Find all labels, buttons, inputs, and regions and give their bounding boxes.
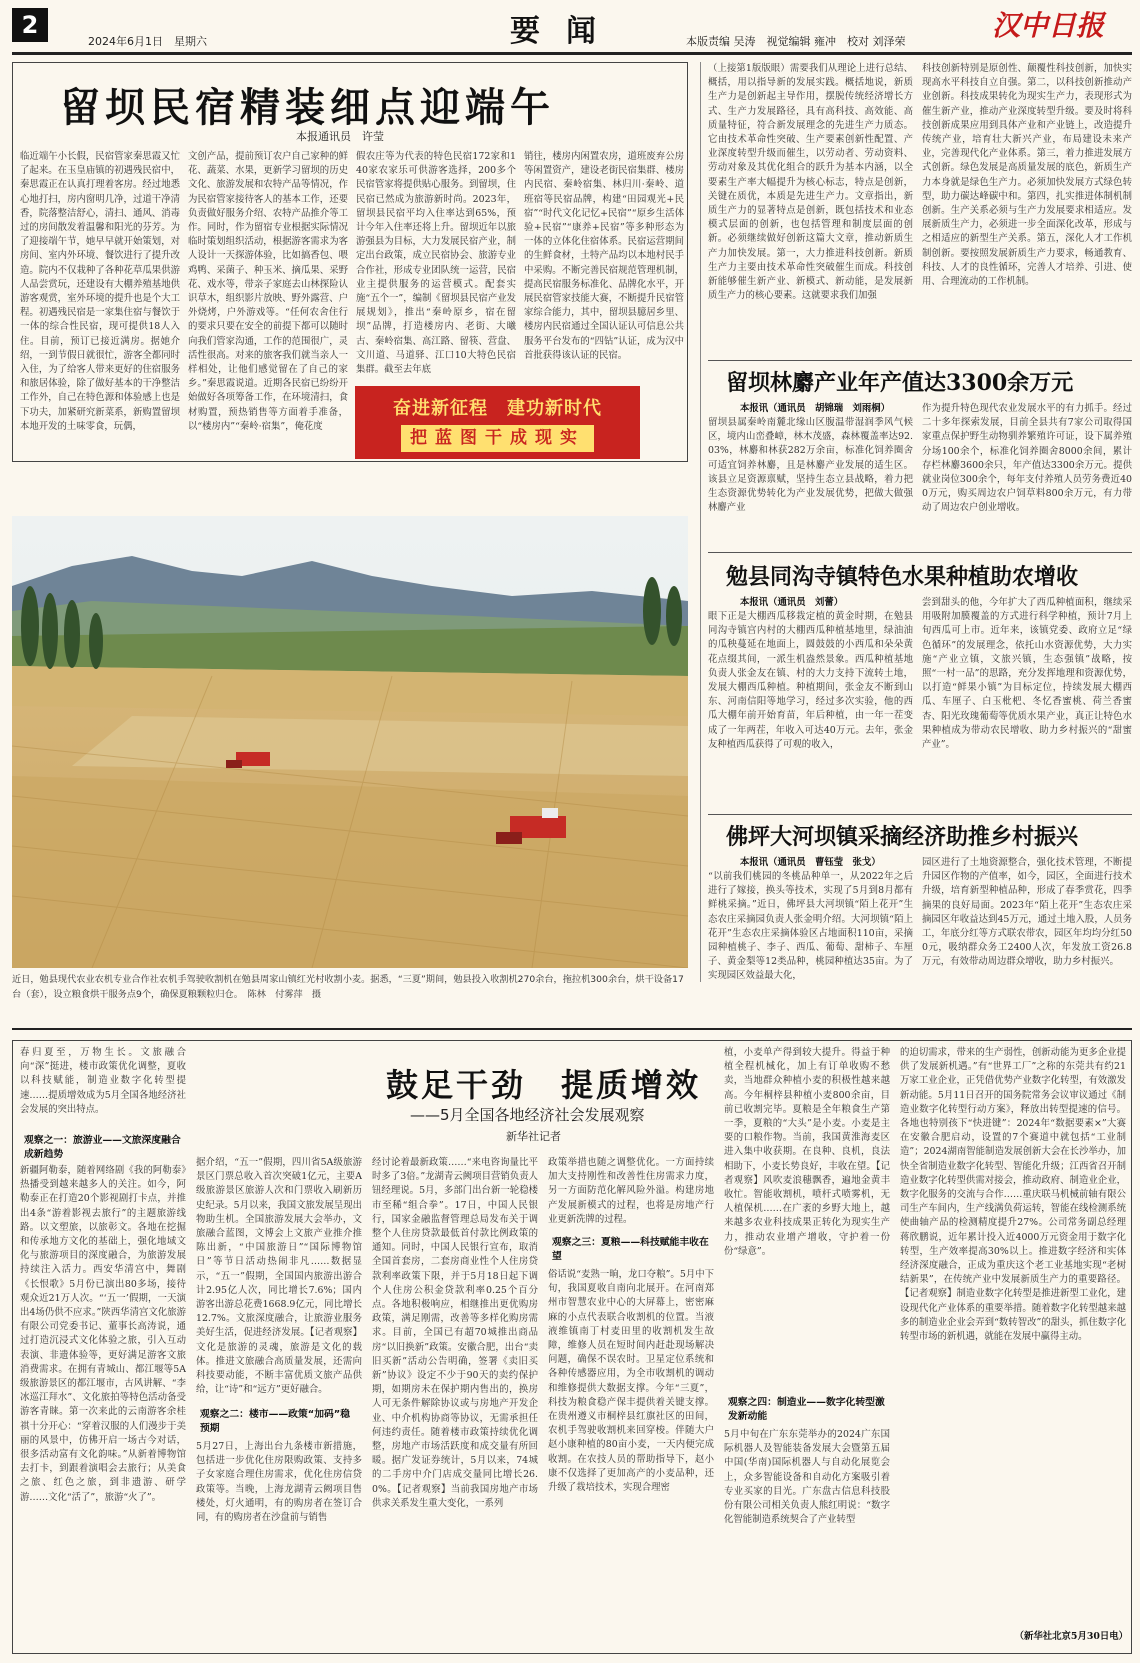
economy-subheadline: ——5月全国各地经济社会发展观察	[410, 1106, 645, 1124]
picking-col-2: 园区进行了土地资源整合，强化技术管理，不断提升园区作物的产值率，如今，园区，全面进行技术升级，培育新型种植品种，形成了春季赏花，四季摘果的良好局面。2023年“陌上花开”生态农庄采摘园区年收益达到45万元，通过土地入股，人员务工，年底分红等方式联农带农，园区年均均分红500元，吸纳群众务工2400人次，年发放工资26.8万元，有效带动周边群众增收，助力乡村振兴。	[922, 857, 1132, 968]
fruit-col-1: 眼下正是大棚西瓜移栽定植的黄金时期，在勉县同沟寺镇宫内村的大棚西瓜种植基地里，绿油油的瓜秧蔓延在地面上，圆鼓鼓的小西瓜和朵朵黄花点缀其间，一派生机盎然景象。西瓜种植基地负责人张金友在镇、村的大力支持下流转土地，发展大棚西瓜种植。种植期间，张金友不断到山东、河南信阳等地学习，经过多次实验，他的西瓜大棚年前开始育苗，年后种植，由一年一茬变成了一年两茬，年收入可达40万元。去年，张金友种植西瓜获得了可观的收入，	[708, 611, 913, 750]
economy-col-3: 经讨论着最新政策……“来电咨询量比平时多了3倍。”龙湖青云阙项目营销负责人钮经理说。5月，多部门出台新一轮稳楼市至稀“组合拳”。17日，中国人民银行，国家金融监督管理总局发布关于调整个人住房贷款最低首付款比例政策的通知。同时，中国人民银行宣布，取消全国首套房，二套房商业性个人住房贷款利率政策下限，并于5月18日起下调个人住房公积金贷款利率0.25个百分点。各地积极响应，相继推出更优购房政策，满足刚需，改善等多样化购房需求。目前，全国已有超70城推出商品房“以旧换新”政策。安徽合肥，出台“卖旧买新”活动公告明确，签署《卖旧买新”协议》设定不少于90天的卖约保护期，如期房未在保护期内售出的，换房人可无条件解除协议或与房地产开发企业、中介机构协商等协议，无需承担任何违约责任。随着楼市政策持续优化调整，房地产市场活跃度和成交量有所回暖。据广发证券统计，5月以来，74城的二手房中介门店成交量同比增长26.0%。【记者观察】当前我国房地产市场供求关系发生重大变化，一系列	[372, 1157, 538, 1509]
photo-caption: 近日，勉县现代农业农机专业合作社农机手驾驶收割机在勉县周家山镇红光村收割小麦。据悉，“三夏”期间，勉县投入收割机270余台，拖拉机300余台，烘干设备17台（套），设立粮食烘干服务点9个，确保夏粮颗粒归仓。 陈林 付雾萍 摄	[12, 974, 684, 1000]
section-rule	[12, 1028, 1132, 1030]
wheat-harvest-photo	[12, 516, 688, 968]
economy-byline: 新华社记者	[506, 1130, 561, 1143]
forest-byline: 本报讯（通讯员 胡锦瑞 刘雨桐）	[740, 403, 891, 414]
picking-byline: 本报讯（通讯员 曹钰莹 张戈）	[740, 857, 881, 868]
issue-date: 2024年6月1日 星期六	[88, 35, 207, 48]
theory-col-2: 科技创新特别是原创性、颠覆性科技创新，加快实现高水平科技自立自强。第二，以科技创新推动产业创新。科技成果转化为现实生产力，表现形式为催生新产业，推动产业深度转型升级。要及时将科技创新成果应用到具体产业和产业链上，改造提升传统产业，培育壮大新兴产业，布局建设未来产业，完善现代化产业体系。第三，着力推进发展方式创新。绿色发展是高质量发展的底色，新质生产力本身就是绿色生产力。必须加快发展方式绿色转型，助力碳达峰碳中和。第四，扎实推进体制机制创新。生产关系必须与生产力发展要求相适应。发展新质生产力，必须进一步全面深化改革，形成与之相适应的新型生产关系。第五，深化人才工作机制创新。要按照发展新质生产力要求，畅通教育、科技、人才的良性循环，完善人才培养、引进、使用、合理流动的工作机制。	[922, 63, 1132, 288]
forest-col-1: 留坝县属秦岭南麓北缘山区腹温带湿润季风气候区，境内山峦叠嶂，林木茂盛，森林覆盖率达92.03%，林麝和林获282万余亩，标准化饲养圈舍可适宜饲养林麝，且是林麝产业发展的适生区。该县立足资源禀赋，坚持生态立县战略，着力把生态资源优势转化为产业发展优势，把做大做强林麝产业	[708, 417, 913, 514]
economy-col-1: 新疆阿勒泰，随着网络剧《我的阿勒泰》热播受到越来越多人的关注。如今，阿勒泰正在打造20个影视剧打卡点，并推出4条“游着影视去旅行”的主题旅游线路。以文塑旅，以旅彰文。各地在挖掘和传承地方文化的基础上，强化地域文化与旅游项目的深度融合，为旅游发展持续注入活力。西安华清宫中，舞剧《长恨歌》5月份已演出80多场，接待观众近21万人次。“‘五一’假期，一天演出4场仍供不应求。”陕西华清宫文化旅游有限公司党委书记、董事长高涛说，通过打造沉浸式文化体验之旅，引入互动表演、非遗体验等，更好满足游客文旅消费需求。在拥有青城山、都江堰等5A级旅游景区的都江堰市，古风讲解、“李冰巡江拜水”、文化旅拍等特色活动备受游客青睐。第一次来此的云南游客余桂祺十分开心：“穿着汉服的人们漫步于美丽的风景中，仿佛开启一场古今对话，很多活动富有文化韵味。”从新着博物馆去打卡，到跟着演唱会去旅行；从美食之旅、红色之旅，到非遗游、研学游……文化“活了”，旅游“火了”。	[20, 1165, 186, 1503]
fruit-headline: 勉县同沟寺镇特色水果种植助农增收	[726, 564, 1079, 590]
economy-col-4: 政策举措也随之调整优化。一方面持续加大支持刚性和改善性住房需求力度，另一方面防范化解风险外溢。构建房地产发展新模式的过程，也将是房地产行业更新洗牌的过程。	[548, 1157, 714, 1225]
economy-col-2b: 5月27日，上海出台九条楼市新措施，包括进一步优化住房限购政策、支持多子女家庭合理住房需求，优化住房信贷政策等。当晚，上海龙湖青云阙项目售楼处，灯火通明，有的购房者在签订合同，有的购房者在沙盘前与销售	[196, 1441, 362, 1524]
column-divider	[700, 62, 701, 982]
picking-headline: 佛坪大河坝镇采摘经济助推乡村振兴	[726, 824, 1079, 850]
slogan-line-1: 奋进新征程 建功新时代	[393, 398, 602, 419]
editor-credits: 本版责编 吴涛 视觉编辑 雍冲 校对 刘泽荣	[686, 35, 906, 48]
observation-1-heading: 观察之一：旅游业——文旅深度融合成新趋势	[24, 1135, 181, 1160]
observation-4-heading: 观察之四：制造业——数字化转型激发新动能	[728, 1397, 885, 1422]
fruit-byline: 本报讯（通讯员 刘蕾）	[740, 597, 844, 608]
economy-col-4b: 俗话说“麦熟一晌，龙口夺粮”。5月中下旬，我国夏收自南向北展开。在河南郑州市智慧农业中心的大屏幕上，密密麻麻的小点代表联合收割机的位置。当液液维镇南丁村麦田里的收割机发生故障，维修人员在短时间内赶赴现场解决问题，确保不误农时。卫星定位系统和各种传感器应用，为全市收割机的调动和维修提供大数据支撑。今年“三夏”，科技为粮食稳产保丰提供着关键支撑。在贵州遵义市桐梓县红旗社区的田间，农机手驾驶收割机来回穿梭。伴随大户赵小康种植的80亩小麦，一天内便完成收割。在农技人员的帮助指导下，赵小康不仅选择了更加高产的小麦品种，还升级了栽培技术，实现合理密	[548, 1269, 714, 1494]
observation-2-heading: 观察之二：楼市——政策“加码”稳预期	[200, 1409, 351, 1434]
forest-col-2: 作为提升特色现代农业发展水平的有力抓手。经过二十多年探索发展，目前全县共有7家公司取得国家重点保护野生动物驯养繁殖许可证，设下属养殖分场100余个，标准化饲养圈舍8000余间，累计存栏林麝3600余只，年产值达3300余万元。提供就业岗位300余个，每年支付养殖人员劳务费近400万元，购买周边农户饲草料800余万元，有力带动了周边农户创业增收。	[922, 403, 1132, 514]
homestay-col-4: 销往，楼房内闲置农房，道班废弃公房等闲置资产，建设老街民宿集群、楼房内民宿、秦岭宿集、林归川·秦岭、道班宿等民宿品牌，构建“田园观光+民宿”“时代文化记忆+民宿”“原乡生活体验+民宿”“康养+民宿”等多种形态为一体的立体化住宿体系。民宿运营期间的生鲜食材，土特产品均以本地村民手中采购。不断完善民宿规范管理机制，提高民宿服务标准化、品牌化水平，开展民宿管家技能大赛，不断提升民宿管家综合能力，其中，留坝县臆居乡里、楼房内民宿通过全国认证认可信息公共服务平台发布的“四钻”认证，成为汉中首批获得该认证的民宿。	[524, 151, 684, 361]
forest-headline: 留坝林麝产业年产值达3300余万元	[726, 370, 1074, 396]
newspaper-logo: 汉中日报	[992, 9, 1105, 42]
divider-line	[708, 552, 1132, 553]
economy-col-2: 据介绍，“五一”假期，四川省5A级旅游景区门票总收入首次突破1亿元，主要A级旅游景区旅游人次和门票收入刷新历史纪录。5月以来，我国文旅发展呈现出物助生机。全国旅游发展大会举办，文旅融合蓝图，文博会上文旅产业推介推陈出新，“中国旅游日”“国际博物馆日”等节日活动热闹非凡……数据显示，“五一”假期，全国国内旅游出游合计2.95亿人次，同比增长7.6%；国内游客出游总花费1668.9亿元，同比增长12.7%。文旅深度融合，让旅游业服务美好生活，促进经济发展。【记者观察】文化是旅游的灵魂，旅游是文化的载体。推进文旅融合高质量发展，还需向科技要动能，不断丰富优质文旅产品供给，让“诗”和“远方”更好融合。	[196, 1157, 362, 1396]
page-number: 2	[12, 8, 48, 42]
economy-col-5b: 5月中旬在广东东莞举办的2024广东国际机器人及智能装备发展大会暨第五届中国(华南)国际机器人与自动化展览会上，众多智能设备和自动化方案吸引着专业买家的目光。广东盘古信息科技股份有限公司相关负责人熊红明说：“数字化智能制造系统契合了产业转型	[724, 1429, 890, 1526]
observation-3-heading: 观察之三：夏粮——科技赋能丰收在望	[552, 1237, 709, 1262]
divider-line	[708, 814, 1132, 815]
homestay-col-2: 文创产品，提前预订农户自己家种的鲜花、蔬菜、水果，更新学习留坝的历史文化、旅游发展和农特产品等情况，作为民宿管家接待客人的基本工作，还要负责做好服务介绍、农特产品推介等工作。同时，作为留宿专业根据实际情况临时策划组织活动，根据游客需求为客人设计一天探游体验，比如搞香包、喂鸡鸭、采菌子、种玉米、摘瓜果、采野花、戏水等，带亲子家庭去山林探险认识草木，组织影片放映、野外露营、户外烧烤，户外游戏等。“任何农舍住行的要求只要在安全的前提下都可以随时向我们管家沟通，工作的范围很广，灵活性很高。对来的旅客我们就当亲人一样相处，让他们感觉留在了自己的家乡。”秦思霞说道。近期各民宿已纷纷开始做好各项筹备工作，在环境清扫，食材购置，预热销售等方面着手准备，以“楼房内”“秦岭·宿集”，俺花度	[188, 151, 348, 432]
economy-intro: 春归夏至，万物生长。文旅融合向“深”挺进，楼市政策优化调整，夏收以科技赋能，制造业数字化转型提速……提质增效成为5月全国各地经济社会发展的突出特点。	[20, 1047, 186, 1115]
economy-headline: 鼓足干劲 提质增效	[386, 1066, 702, 1104]
economy-col-5: 植，小麦单产得到较大提升。得益于种植全程机械化，加上有订单收购不愁卖，当地群众种植小麦的积极性越来越高。今年桐梓县种植小麦800余亩，目前已收割完毕。夏粮是全年粮食生产第一季，夏粮的“大头”是小麦。小麦是主要的口粮作物。当前，我国黄淮海麦区进入集中收获期。在良种、良机，良法相助下，小麦长势良好，丰收在望。【记者观察】风吹麦浪穗飘香，遍地金黄丰收忙。智能收割机，喷杆式喷雾机，无人植保机……在广袤的乡野大地上，越来越多农业科技成果正转化为现实生产力，推动农业增产增收，守护着一份份“绿意”。	[724, 1047, 890, 1257]
homestay-byline: 本报通讯员 许莹	[296, 130, 384, 143]
economy-signoff: （新华社北京5月30日电）	[1014, 1631, 1128, 1642]
economy-col-6: 的迫切需求，带来的生产弱性，创新动能为更多企业提供了发展新机遇。”有“世界工厂”之称的东莞共有约21万家工业企业，正凭借优势产业数字化转型，有效激发新动能。5月11日召开的国务院常务会议审议通过《制造业数字化转型行动方案》，释放出转型提速的信号。各地也特别孩下“快进键”：2024年“数据要素×”大赛在安徽合肥启动，设置的7个赛道中就包括“工业制造”；2024湖南智能制造发展创新大会在长沙举办，加快全省制造业数字化转型、智能化升级；江西省召开制造业数字化转型供需对接会，推动政府、制造业企业，数字化服务的交流与合作……重庆联马机械前轴有限公司生产车间内，生产线满负荷运转，智能在线检测系统使曲轴产品的检测精度提升27%。公司常务副总经理蒋欣鹏说，近年累计投入近4000万元资金用于数字化转型，生产效率提高30%以上。推进数字经济和实体经济深度融合，正成为重庆这个老工业基地实现“老树结新果”，在传统产业中发展新质生产力的重要路径。【记者观察】制造业数字化转型是推进新型工业化，建设现代化产业体系的重要举措。随着数字化转型越来越多的制造业企业会弄到“数转智改”的甜头，抓住数字化转型市场的新机遇，就能在发展中赢得主动。	[900, 1047, 1126, 1343]
theory-col-1: （上接第1版版眼）需要我们从理论上进行总结、概括，用以指导新的发展实践。概括地说，新质生产力是创新起主导作用，摆脱传统经济增长方式、生产力发展路径，具有高科技、高效能、高质量特征，符合新发展理念的先进生产力质态。它由技术革命性突破、生产要素创新性配置、产业深度转型升级而催生，以劳动者、劳动资料、劳动对象及其优化组合的跃升为基本内涵，以全要素生产率大幅提升为核心标志，特点是创新，关键在质优，本质是先进生产力。文章指出，新质生产力的显著特点是创新，既包括技术和业态模式层面的创新，也包括管理和制度层面的创新。必须继续做好创新这篇大文章，推动新质生产力加快发展。第一，大力推进科技创新。新质生产力主要由技术革命性突破催生而成。科技创新能够催生新产业、新模式、新动能，是发展新质生产力的核心要素。这就要求我们加强	[708, 63, 913, 302]
slogan-line-2: 把蓝图干成现实	[401, 425, 594, 452]
picking-col-1: “以前我们桃园的冬桃品种单一，从2022年之后进行了嫁接，换头等技术，实现了5月到8月都有鲜桃采摘。”近日，佛坪县大河坝镇“陌上花开”生态农庄采摘园负责人张金明介绍。大河坝镇“陌上花开”生态农庄采摘体验区占地面积110亩，采摘园种植桃子、李子、西瓜、葡萄、甜柿子、车厘子、黄金梨等12类品种，桃园种植达35亩。为了实现园区效益最大化，	[708, 871, 913, 982]
masthead-rule	[12, 52, 1132, 55]
homestay-col-3: 假农庄等为代表的特色民宿172家和140家农家乐可供游客选择，200多个民宿管家将提供贴心服务。到留坝，住民宿已然成为旅游新时尚。2023年，留坝县民宿平均入住率达到65%，预计今年入住率还将上升。留坝近年以旅游强县为目标，大力发展民宿产业，制定出台政策，成立民宿协会、旅游专业合作社，形成专业团队统一运营，民宿业主提供服务的运营模式。配套实施“五个一”，编制《留坝县民宿产业发展规划》，推出“秦岭原乡，宿在留坝”品牌，打造楼房内、老街、大曦古、秦岭宿集、高江路、留筷、营盘、文川道、马道驿、江口10大特色民宿集群。截至去年底	[356, 151, 516, 376]
homestay-col-1: 临近端午小长假，民宿管家秦思霞又忙了起来。在玉皇庙镇的初遇残民宿中，秦思霞正在认真打理着客房。经过地悉心地打扫，房内窗明几净，过道干净清香，院落整洁舒心，清扫、通风、消毒过的房间散发着温馨和阳光的芬芳。为了迎接端午节，她早早就开始策划，对房间、室内外环境、餐饮进行了提升改造。院内不仅栽种了各种花草瓜果供游人品尝赏玩，还建设有大棚养殖基地供游客观赏，室外环境的提升也是个大工程。初遇残民宿是一家集住宿与餐饮于一体的综合性民宿，现可提供18人入住。目前，预订已接近满房。据她介绍，一到节假日就很忙，游客全都同时入住，为了给客人带来更好的住宿服务和旅居体验，除了做好基本的干净整洁工作外，自己在特色源和体验感上也是下功夫，加紧研究新菜系，新购置留坝本地开发的土味零食，玩偶，	[20, 151, 180, 432]
homestay-headline: 留坝民宿精装细点迎端午	[60, 84, 555, 131]
slogan-banner	[355, 386, 640, 459]
fruit-col-2: 尝到甜头的他，今年扩大了西瓜种植面积，继续采用吸附加膜覆盖的方式进行科学种植，预计7月上旬西瓜可上市。近年来，该镇党委、政府立足“绿色循环”的发展理念，依托山水资源优势，大力实施“产业立镇，文旅兴镇，生态强镇”战略，按照“一村一品”的思路，充分发挥地理和资源优势，以打造“鲜果小镇”为目标定位，持续发展大棚西瓜、车厘子、白玉枇杷、冬忆香蜜桃、荷兰香蜜杏、阳光玫瑰葡萄等优质水果产业，真正让特色水果种植成为带动农民增收、助力乡村振兴的“甜蜜产业”。	[922, 597, 1132, 751]
section-title: 要闻	[510, 14, 622, 49]
divider-line	[708, 360, 1132, 361]
